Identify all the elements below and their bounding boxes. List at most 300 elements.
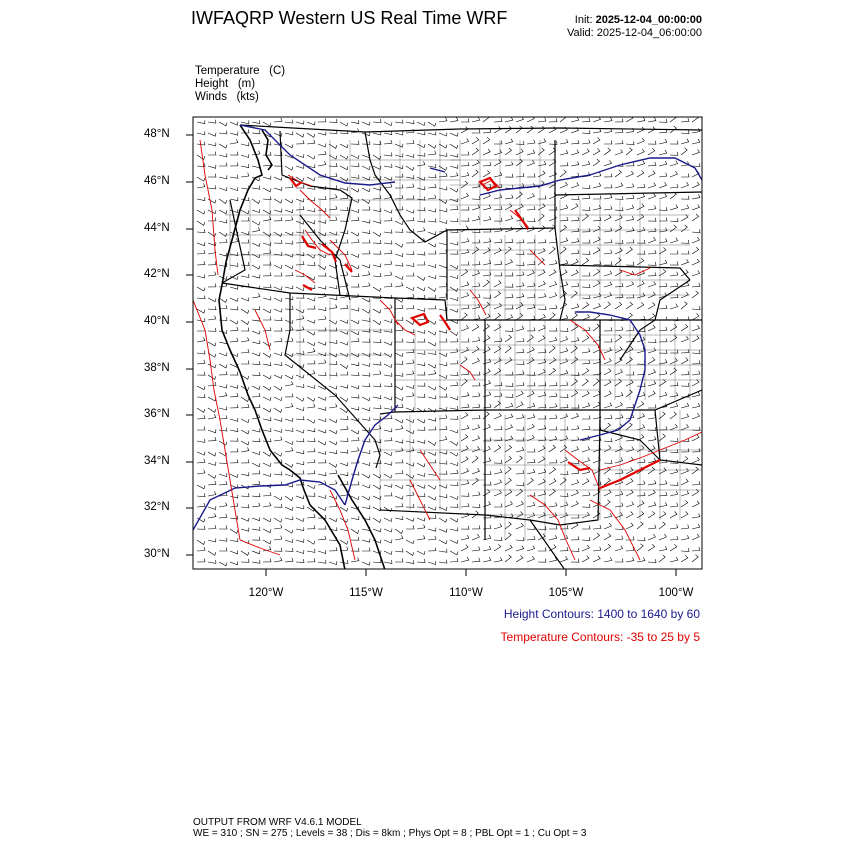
wind-barb bbox=[670, 449, 678, 453]
wind-barb bbox=[252, 306, 260, 310]
wind-barb bbox=[681, 479, 688, 485]
wind-barb bbox=[538, 437, 546, 441]
wind-barb bbox=[428, 507, 436, 510]
wind-barb bbox=[461, 325, 469, 331]
wind-barb bbox=[362, 363, 370, 367]
wind-barb bbox=[351, 516, 359, 520]
wind-barb bbox=[538, 171, 545, 177]
wind-barb bbox=[527, 261, 535, 265]
wind-barb bbox=[428, 426, 436, 430]
wind-barb bbox=[340, 364, 348, 369]
wind-barb bbox=[296, 287, 304, 291]
wind-barb bbox=[450, 287, 458, 291]
wind-barb bbox=[637, 258, 644, 265]
wind-barb bbox=[439, 199, 447, 203]
wind-barb bbox=[252, 361, 260, 365]
wind-barb bbox=[439, 144, 447, 148]
wind-barb bbox=[516, 438, 524, 442]
wind-barb bbox=[549, 436, 557, 441]
lat-tick-42: 42°N bbox=[144, 268, 170, 280]
wind-barb bbox=[307, 298, 315, 302]
wind-barb bbox=[692, 204, 700, 210]
wind-barb bbox=[208, 283, 216, 287]
wind-barb bbox=[241, 120, 249, 124]
wind-barbs bbox=[197, 115, 700, 566]
wind-barb bbox=[483, 359, 491, 364]
wind-barb bbox=[351, 239, 359, 243]
wind-barb bbox=[417, 551, 425, 555]
wind-barb bbox=[483, 525, 491, 529]
wind-barb bbox=[648, 206, 656, 211]
wind-barb bbox=[197, 408, 205, 412]
wind-barb bbox=[516, 523, 523, 529]
wind-barb bbox=[461, 138, 469, 144]
wind-barb bbox=[593, 391, 600, 397]
wind-barb bbox=[571, 259, 578, 265]
wind-barb bbox=[318, 316, 326, 320]
wind-barb bbox=[604, 148, 611, 155]
wind-barb bbox=[692, 291, 698, 298]
wind-barb bbox=[263, 284, 271, 288]
wind-barb bbox=[197, 540, 205, 545]
wind-barb bbox=[329, 441, 337, 445]
wind-barb bbox=[549, 503, 557, 508]
wind-barb bbox=[373, 220, 381, 224]
wind-barb bbox=[659, 555, 665, 562]
wind-barb bbox=[318, 372, 326, 375]
wind-barb bbox=[274, 472, 282, 476]
wind-barb bbox=[483, 335, 490, 342]
wind-barb bbox=[648, 194, 656, 200]
wind-barb bbox=[626, 380, 633, 386]
lon-tick-115: 115°W bbox=[349, 587, 383, 599]
wind-barb bbox=[439, 228, 447, 232]
wind-barb bbox=[252, 537, 260, 540]
wind-barb bbox=[351, 529, 359, 534]
wind-barb bbox=[648, 391, 655, 397]
wind-barb bbox=[285, 441, 293, 445]
wind-barb bbox=[472, 436, 480, 442]
wind-barb bbox=[428, 485, 436, 489]
wind-barb bbox=[593, 313, 600, 320]
wind-barb bbox=[450, 540, 458, 543]
wind-barb bbox=[571, 250, 579, 254]
wind-barb bbox=[417, 394, 425, 398]
wind-barb bbox=[439, 153, 447, 157]
wind-barb bbox=[362, 383, 370, 387]
wind-barb bbox=[582, 368, 589, 375]
wind-barb bbox=[637, 316, 645, 320]
wind-barb bbox=[307, 155, 315, 159]
wind-barb bbox=[681, 251, 689, 254]
wind-barb bbox=[450, 551, 458, 555]
wind-barb bbox=[340, 507, 348, 511]
wind-barb bbox=[428, 164, 436, 168]
wind-barb bbox=[648, 281, 656, 287]
wind-barb bbox=[637, 302, 644, 309]
wind-barb bbox=[285, 184, 293, 188]
wind-barb bbox=[241, 240, 249, 244]
wind-barb bbox=[318, 151, 326, 155]
wind-barb bbox=[626, 512, 633, 519]
wind-barb bbox=[483, 489, 490, 496]
wind-barb bbox=[648, 162, 656, 166]
wind-barb bbox=[384, 383, 392, 387]
wind-barb bbox=[593, 148, 600, 155]
wind-barb bbox=[538, 306, 546, 310]
wind-barb bbox=[571, 390, 578, 397]
wind-barb bbox=[197, 459, 205, 463]
wind-barb bbox=[428, 460, 436, 464]
wind-barb bbox=[208, 328, 216, 331]
wind-barb bbox=[659, 194, 667, 200]
wind-barb bbox=[285, 265, 293, 269]
wind-barb bbox=[615, 491, 623, 496]
wind-barb bbox=[439, 529, 447, 533]
wind-barb bbox=[296, 133, 304, 137]
wind-barb bbox=[395, 485, 403, 489]
wind-barb bbox=[197, 275, 205, 279]
wind-barb bbox=[274, 504, 282, 507]
wind-barb bbox=[681, 324, 688, 331]
wind-barb bbox=[252, 275, 260, 279]
wind-barb bbox=[494, 118, 502, 122]
wind-barb bbox=[285, 209, 293, 212]
wind-barb bbox=[362, 283, 370, 287]
wind-barb bbox=[406, 273, 414, 276]
wind-barb bbox=[604, 118, 612, 123]
wind-barb bbox=[208, 513, 216, 518]
wind-barb bbox=[505, 478, 511, 485]
wind-barb bbox=[648, 511, 655, 518]
wind-barb bbox=[274, 362, 282, 366]
wind-barb bbox=[230, 286, 238, 290]
wind-barb bbox=[307, 514, 315, 518]
lat-tick-38: 38°N bbox=[144, 362, 170, 374]
wind-barb bbox=[428, 418, 436, 422]
wind-barb bbox=[373, 496, 381, 499]
wind-barb bbox=[681, 424, 689, 430]
wind-barb bbox=[461, 404, 469, 408]
wind-barb bbox=[285, 473, 293, 477]
wind-barb bbox=[538, 248, 545, 254]
wind-barb bbox=[395, 496, 403, 499]
wind-barb bbox=[461, 371, 469, 375]
wind-barb bbox=[549, 328, 557, 331]
wind-barb bbox=[593, 533, 600, 540]
wind-barb bbox=[692, 314, 699, 321]
wind-barb bbox=[208, 462, 216, 466]
lat-tick-44: 44°N bbox=[144, 222, 170, 234]
wind-barb bbox=[626, 171, 633, 177]
wind-barb bbox=[340, 144, 348, 148]
wind-barb bbox=[472, 304, 480, 309]
wind-barb bbox=[681, 383, 689, 386]
wind-barb bbox=[659, 173, 667, 177]
wind-barb bbox=[329, 173, 337, 177]
wind-barb bbox=[373, 417, 381, 421]
wind-barb bbox=[439, 264, 447, 268]
wind-barb bbox=[274, 199, 282, 203]
wind-barb bbox=[461, 119, 469, 122]
wind-barb bbox=[450, 470, 458, 474]
wind-barb bbox=[395, 559, 403, 563]
wind-barb bbox=[472, 468, 480, 474]
lon-tick-110: 110°W bbox=[449, 587, 483, 599]
wind-barb bbox=[307, 549, 315, 553]
wind-barb bbox=[296, 505, 304, 509]
wind-barb bbox=[505, 162, 513, 166]
wind-barb bbox=[362, 298, 370, 302]
wind-barb bbox=[285, 558, 293, 562]
wind-barb bbox=[340, 177, 348, 181]
wind-barb bbox=[417, 287, 425, 291]
wind-barb bbox=[461, 269, 468, 276]
wind-barb bbox=[483, 248, 490, 254]
wind-barb bbox=[626, 479, 633, 486]
wind-barb bbox=[351, 265, 359, 269]
wind-barb bbox=[285, 364, 293, 368]
wind-barb bbox=[384, 364, 392, 368]
wind-barb bbox=[483, 324, 490, 331]
wind-barb bbox=[318, 118, 326, 122]
wind-barb bbox=[362, 562, 370, 565]
wind-barb bbox=[461, 282, 469, 287]
wind-barb bbox=[208, 506, 216, 510]
wind-barb bbox=[472, 446, 480, 452]
wind-barb bbox=[494, 460, 502, 464]
wind-barb bbox=[395, 503, 403, 507]
wind-barb bbox=[648, 272, 656, 276]
wind-barb bbox=[219, 153, 227, 157]
wind-barb bbox=[285, 338, 293, 342]
wind-barb bbox=[439, 220, 447, 223]
wind-barb bbox=[538, 196, 546, 200]
wind-barb bbox=[593, 237, 600, 243]
wind-barb bbox=[681, 456, 688, 463]
wind-barb bbox=[263, 342, 271, 346]
wind-barb bbox=[263, 473, 271, 476]
wind-barb bbox=[417, 161, 425, 166]
wind-barb bbox=[670, 171, 678, 177]
wind-barb bbox=[450, 372, 458, 375]
wind-barb bbox=[516, 126, 522, 133]
wind-barb bbox=[549, 357, 556, 364]
wind-barb bbox=[296, 559, 304, 563]
wind-barb bbox=[329, 328, 337, 331]
wind-barb bbox=[461, 181, 468, 188]
wind-barb bbox=[351, 481, 359, 485]
wind-barb bbox=[373, 232, 381, 236]
wind-barb bbox=[285, 403, 293, 408]
wind-barb bbox=[582, 161, 590, 166]
wind-barb bbox=[450, 188, 458, 192]
wind-barb bbox=[197, 360, 205, 364]
wind-barb bbox=[439, 518, 447, 522]
wind-barb bbox=[450, 218, 458, 222]
wind-barb bbox=[318, 161, 326, 166]
wind-barb bbox=[362, 166, 370, 170]
wind-barb bbox=[659, 139, 667, 144]
wind-barb bbox=[263, 250, 271, 254]
wind-barb bbox=[604, 391, 611, 397]
wind-barb bbox=[461, 457, 468, 463]
wind-barb bbox=[494, 504, 502, 507]
wind-barb bbox=[637, 138, 644, 144]
wind-barb bbox=[274, 375, 282, 378]
wind-barb bbox=[318, 342, 326, 346]
wind-barb bbox=[494, 228, 502, 233]
wind-barb bbox=[549, 368, 556, 375]
wind-barb bbox=[450, 275, 458, 279]
wind-barb bbox=[648, 117, 656, 122]
wind-barb bbox=[362, 188, 370, 192]
wind-barb bbox=[362, 353, 370, 357]
wind-barb bbox=[615, 294, 623, 298]
wind-barb bbox=[692, 489, 699, 496]
wind-barb bbox=[362, 505, 370, 509]
wind-barb bbox=[670, 294, 678, 298]
wind-barb bbox=[505, 372, 513, 375]
wind-barb bbox=[208, 152, 216, 155]
wind-barb bbox=[406, 305, 414, 309]
wind-barb bbox=[538, 404, 546, 408]
wind-barb bbox=[373, 195, 381, 199]
wind-barb bbox=[395, 373, 403, 377]
wind-barb bbox=[252, 451, 260, 454]
wind-barb bbox=[307, 140, 315, 144]
wind-barb bbox=[439, 461, 447, 465]
wind-barb bbox=[505, 424, 513, 430]
wind-barb bbox=[626, 357, 632, 364]
wind-barb bbox=[494, 338, 502, 342]
wind-barb bbox=[626, 262, 634, 266]
wind-barb bbox=[439, 415, 447, 419]
wind-barb bbox=[428, 287, 436, 291]
wind-barb bbox=[351, 209, 359, 213]
wind-barb bbox=[439, 426, 447, 430]
wind-barb bbox=[472, 347, 479, 354]
wind-barb bbox=[263, 502, 271, 507]
wind-barb bbox=[527, 294, 535, 298]
wind-barb bbox=[285, 463, 293, 467]
wind-barb bbox=[505, 489, 512, 496]
wind-barb bbox=[538, 392, 546, 397]
wind-barb bbox=[472, 504, 480, 508]
wind-barb bbox=[197, 558, 205, 562]
wind-barb bbox=[516, 204, 523, 210]
wind-barb bbox=[483, 280, 489, 287]
wind-barb bbox=[648, 357, 655, 364]
wind-barb bbox=[692, 214, 699, 221]
wind-barb bbox=[648, 250, 656, 254]
wind-barb bbox=[505, 357, 512, 364]
wind-barb bbox=[241, 186, 249, 190]
wind-barb bbox=[351, 447, 359, 452]
wind-barb bbox=[406, 560, 414, 564]
wind-barb bbox=[538, 359, 546, 364]
wind-barb bbox=[230, 404, 238, 408]
wind-barb bbox=[197, 415, 205, 419]
wind-barb bbox=[582, 207, 590, 211]
wind-barb bbox=[692, 524, 700, 529]
wind-barb bbox=[450, 154, 458, 158]
wind-barb bbox=[549, 207, 557, 210]
wind-barb bbox=[318, 430, 326, 433]
wind-barb bbox=[681, 403, 689, 408]
wind-barb bbox=[670, 262, 678, 266]
wind-barb bbox=[604, 513, 612, 518]
wind-barb bbox=[373, 187, 381, 190]
wind-barb bbox=[296, 407, 304, 411]
wind-barb bbox=[582, 391, 589, 397]
wind-barb bbox=[670, 304, 678, 309]
wind-barb bbox=[219, 428, 227, 432]
wind-barb bbox=[307, 397, 315, 401]
wind-barb bbox=[472, 534, 479, 540]
wind-barb bbox=[208, 481, 216, 485]
wind-barb bbox=[417, 518, 425, 521]
wind-barb bbox=[373, 166, 381, 169]
wind-barb bbox=[307, 262, 315, 265]
wind-barb bbox=[285, 539, 293, 543]
wind-barb bbox=[505, 139, 513, 144]
wind-barb bbox=[615, 470, 623, 474]
wind-barb bbox=[318, 232, 326, 236]
wind-barb bbox=[560, 493, 568, 497]
wind-barb bbox=[340, 207, 348, 211]
wind-barb bbox=[472, 240, 480, 244]
wind-barb bbox=[670, 491, 678, 496]
wind-barb bbox=[593, 402, 600, 408]
wind-barb bbox=[406, 196, 414, 199]
wind-barb bbox=[527, 358, 534, 365]
wind-barb bbox=[538, 314, 545, 320]
wind-barb bbox=[681, 240, 689, 243]
wind-barb bbox=[263, 529, 271, 533]
wind-barb bbox=[538, 204, 545, 210]
wind-barb bbox=[219, 232, 227, 236]
wind-barb bbox=[362, 373, 370, 377]
wind-barb bbox=[296, 527, 304, 531]
wind-barb bbox=[395, 535, 403, 540]
wind-barb bbox=[395, 459, 403, 463]
wind-barb bbox=[527, 478, 533, 485]
wind-barb bbox=[406, 407, 414, 411]
wind-barb bbox=[285, 548, 293, 551]
wind-barb bbox=[538, 161, 546, 166]
wind-barb bbox=[582, 379, 588, 386]
wind-barb bbox=[230, 561, 238, 564]
wind-barb bbox=[615, 402, 622, 408]
wind-barb bbox=[692, 457, 699, 463]
wind-barb bbox=[197, 221, 205, 225]
wind-barb bbox=[637, 401, 644, 408]
wind-barb bbox=[395, 132, 403, 136]
wind-barb bbox=[681, 225, 687, 232]
wind-barb bbox=[384, 428, 392, 432]
wind-barb bbox=[340, 320, 348, 324]
wind-barb bbox=[417, 419, 425, 423]
wind-barb bbox=[373, 309, 381, 313]
wind-barb bbox=[527, 546, 535, 551]
wind-barb bbox=[560, 225, 567, 232]
wind-barb bbox=[219, 503, 227, 508]
wind-barb bbox=[340, 342, 348, 345]
wind-barb bbox=[384, 474, 392, 478]
wind-barb bbox=[615, 302, 622, 309]
wind-barb bbox=[648, 381, 656, 386]
